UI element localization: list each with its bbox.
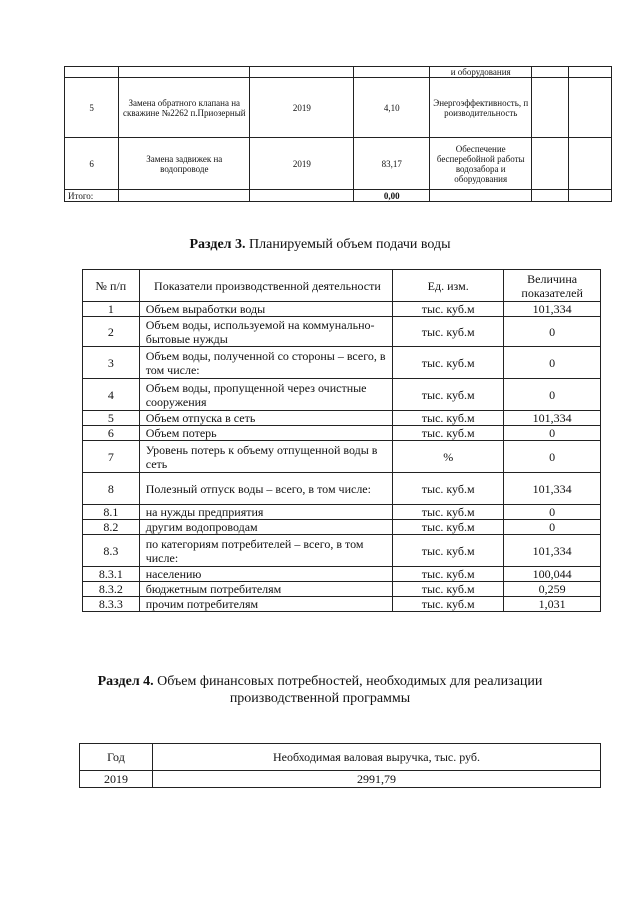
- row-num: 2: [83, 317, 140, 347]
- empty-cell: [532, 138, 569, 190]
- table-row: [83, 302, 601, 317]
- row-unit: тыс. куб.м: [393, 520, 504, 535]
- table-header-row: [83, 270, 601, 302]
- measure-amount: 4,10: [354, 78, 430, 138]
- row-unit: тыс. куб.м: [393, 535, 504, 567]
- row-value: 0: [504, 379, 601, 411]
- measure-name: Замена задвижек на водопроводе: [119, 138, 250, 190]
- row-value: 0: [504, 317, 601, 347]
- row-indicator: бюджетным потребителям: [139, 582, 392, 597]
- table-row: [83, 426, 601, 441]
- measure-amount: [354, 67, 430, 78]
- row-indicator: Объем воды, полученной со стороны – всего, в том числе:: [139, 347, 392, 379]
- financial-needs-table: [79, 743, 601, 788]
- section4-heading: [0, 673, 640, 707]
- empty-cell: [569, 67, 612, 78]
- row-value: 100,044: [504, 567, 601, 582]
- row-value: 0: [504, 441, 601, 473]
- measure-purpose: Энергоэффективность, производительность: [430, 78, 532, 138]
- row-number: 6: [65, 138, 119, 190]
- section4-heading-line1: [0, 673, 640, 690]
- water-supply-volume-table: [82, 269, 601, 612]
- row-unit: тыс. куб.м: [393, 302, 504, 317]
- row-num: 8.3.1: [83, 567, 140, 582]
- table-row: [65, 78, 612, 138]
- table-row: [83, 597, 601, 612]
- row-indicator: по категориям потребителей – всего, в том числе:: [139, 535, 392, 567]
- row-value: 0: [504, 520, 601, 535]
- row-value: 101,334: [504, 473, 601, 505]
- row-unit: тыс. куб.м: [393, 379, 504, 411]
- table-row: [83, 347, 601, 379]
- total-value: 0,00: [354, 190, 430, 202]
- row-value: 101,334: [504, 302, 601, 317]
- row-indicator: населению: [139, 567, 392, 582]
- empty-cell: [430, 190, 532, 202]
- row-value: 0: [504, 505, 601, 520]
- row-indicator: Объем воды, пропущенной через очистные сооружения: [139, 379, 392, 411]
- measure-name: Замена обратного клапана на скважине №2262 п.Приозерный: [119, 78, 250, 138]
- table-row: [65, 138, 612, 190]
- measure-year: [250, 67, 354, 78]
- row-num: 5: [83, 411, 140, 426]
- row-indicator: Объем отпуска в сеть: [139, 411, 392, 426]
- measure-year: 2019: [250, 78, 354, 138]
- row-unit: тыс. куб.м: [393, 347, 504, 379]
- row-indicator: Объем воды, используемой на коммунально-бытовые нужды: [139, 317, 392, 347]
- row-value: 0: [504, 347, 601, 379]
- row-indicator: на нужды предприятия: [139, 505, 392, 520]
- section3-heading-number: Раздел 3.: [189, 237, 246, 252]
- table-row: [83, 317, 601, 347]
- section4-heading-title: Объем финансовых потребностей, необходимых для реализации: [153, 674, 543, 689]
- row-indicator: прочим потребителям: [139, 597, 392, 612]
- section4-heading-line2: производственной программы: [229, 691, 411, 706]
- row-unit: тыс. куб.м: [393, 317, 504, 347]
- row-num: 4: [83, 379, 140, 411]
- table-row: [83, 379, 601, 411]
- row-value: 0: [504, 426, 601, 441]
- section3-heading-title: Планируемый объем подачи воды: [245, 237, 451, 252]
- header-indicator: Показатели производственной деятельности: [139, 270, 392, 302]
- header-revenue: Необходимая валовая выручка, тыс. руб.: [153, 744, 601, 771]
- measure-year: 2019: [250, 138, 354, 190]
- row-num: 8.2: [83, 520, 140, 535]
- empty-cell: [250, 190, 354, 202]
- row-unit: тыс. куб.м: [393, 567, 504, 582]
- total-row: [65, 190, 612, 202]
- empty-cell: [119, 190, 250, 202]
- row-num: 1: [83, 302, 140, 317]
- table-row: [83, 567, 601, 582]
- row-unit: %: [393, 441, 504, 473]
- row-number: [65, 67, 119, 78]
- row-indicator: Полезный отпуск воды – всего, в том числе:: [139, 473, 392, 505]
- row-unit: тыс. куб.м: [393, 473, 504, 505]
- header-unit: Ед. изм.: [393, 270, 504, 302]
- row-unit: тыс. куб.м: [393, 597, 504, 612]
- header-value: Величина показателей: [504, 270, 601, 302]
- row-value: 0,259: [504, 582, 601, 597]
- empty-cell: [532, 67, 569, 78]
- table-row: [83, 505, 601, 520]
- header-num: № п/п: [83, 270, 140, 302]
- empty-cell: [569, 190, 612, 202]
- measure-purpose: Обеспечение бесперебойной работы водозабора и оборудования: [430, 138, 532, 190]
- empty-cell: [569, 78, 612, 138]
- row-unit: тыс. куб.м: [393, 582, 504, 597]
- measure-name: [119, 67, 250, 78]
- row-unit: тыс. куб.м: [393, 411, 504, 426]
- row-num: 8: [83, 473, 140, 505]
- row-unit: тыс. куб.м: [393, 505, 504, 520]
- empty-cell: [569, 138, 612, 190]
- total-label: Итого:: [65, 190, 119, 202]
- investment-measures-table: [64, 66, 612, 202]
- row-year: 2019: [80, 771, 153, 788]
- row-num: 6: [83, 426, 140, 441]
- table-row: [83, 441, 601, 473]
- row-indicator: Уровень потерь к объему отпущенной воды в сеть: [139, 441, 392, 473]
- row-num: 8.1: [83, 505, 140, 520]
- row-number: 5: [65, 78, 119, 138]
- table-row: [83, 473, 601, 505]
- section4-heading-number: Раздел 4.: [97, 674, 154, 689]
- row-unit: тыс. куб.м: [393, 426, 504, 441]
- table-row: [83, 535, 601, 567]
- table-header-row: [80, 744, 601, 771]
- row-indicator: Объем выработки воды: [139, 302, 392, 317]
- empty-cell: [532, 190, 569, 202]
- row-num: 8.3: [83, 535, 140, 567]
- row-value: 101,334: [504, 535, 601, 567]
- row-value: 1,031: [504, 597, 601, 612]
- measure-amount: 83,17: [354, 138, 430, 190]
- row-indicator: другим водопроводам: [139, 520, 392, 535]
- section3-heading: [0, 236, 640, 253]
- table-row: [65, 67, 612, 78]
- table-row: [83, 411, 601, 426]
- table-row: [83, 582, 601, 597]
- row-num: 8.3.2: [83, 582, 140, 597]
- empty-cell: [532, 78, 569, 138]
- row-num: 3: [83, 347, 140, 379]
- row-value: 101,334: [504, 411, 601, 426]
- table-row: [80, 771, 601, 788]
- row-indicator: Объем потерь: [139, 426, 392, 441]
- table-row: [83, 520, 601, 535]
- row-num: 8.3.3: [83, 597, 140, 612]
- row-num: 7: [83, 441, 140, 473]
- header-year: Год: [80, 744, 153, 771]
- measure-purpose: и оборудования: [430, 67, 532, 78]
- row-revenue: 2991,79: [153, 771, 601, 788]
